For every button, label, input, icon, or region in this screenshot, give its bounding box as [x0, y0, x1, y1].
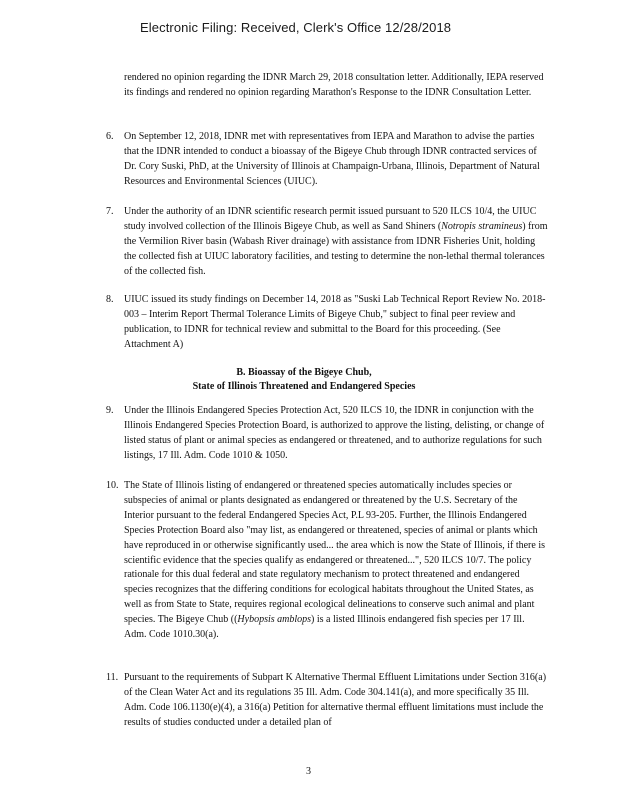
paragraph-6-text: On September 12, 2018, IDNR met with representatives from IEPA and Marathon to advise the parties that the IDNR intended to conduct a bioassay of the Bigeye Chub through IDNR contracted services of Dr. Cory Suski, PhD, at the University of Illinois at Champaign-Urbana, Illinois, Department of Natural Resources and Environmental Sciences (UIUC).	[124, 131, 540, 187]
paragraph-10-text-part1: The State of Illinois listing of endangered or threatened species automatically includes species or subspecies of animal or plants designated as endangered or threatened by the U.S. Secretary of the Interior pursuant to the federal Endangered Species Act, P.L 93-205. Further, the Illinois Endangered Species Protection Board also "may list, as endangered or threatened, species of animal or plants which have reproduced in or otherwise significantly used... the area which is now the State of Illinois, if there is scientific evidence that the species qualify as endangered or threatened...", 520 ILCS 10/7. The policy rationale for this dual federal and state regulatory mechanism to protect threatened and endangered species recognizes that the differing conditions for ecological habitats throughout the United States, as well as from State to State, requires regional ecological delineations to conserve such animal and plant species. The Bigeye Chub ((	[124, 480, 545, 626]
intro-paragraph: rendered no opinion regarding the IDNR March 29, 2018 consultation letter. Additionally, IEPA reserved its findings and rendered no opinion regarding Marathon's Response to the IDNR Consultation Letter.	[124, 72, 544, 98]
section-b-heading-line1: B. Bioassay of the Bigeye Chub,	[236, 367, 372, 378]
paragraph-10-text-part2: ) is a listed Illinois endangered fish species per 17 Ill. Adm. Code 1010.30(a).	[124, 614, 525, 641]
paragraph-7-text-part2: ) from the Vermilion River basin (Wabash River drainage) with assistance from IDNR Fisheries Unit, holding the collected fish at UIUC laboratory facilities, and testing to determine the non-lethal thermal tolerances of the collected fish.	[124, 220, 548, 277]
species-name-italic: Hybopsis amblops	[237, 614, 312, 626]
paragraph-number-8: 8.	[106, 294, 114, 305]
paragraph-number-9: 9.	[106, 405, 114, 416]
paragraph-number-7: 7.	[106, 206, 114, 217]
page-number: 3	[306, 766, 311, 777]
paragraph-11-text: Pursuant to the requirements of Subpart K Alternative Thermal Effluent Limitations under Section 316(a) of the Clean Water Act and its regulations 35 Ill. Adm. Code 304.141(a), and more specifically 35 Ill. Adm. Code 106.1130(e)(4), a 316(a) Petition for alternative thermal effluent limitations must include the results of studies conducted under a detailed plan of	[124, 672, 547, 728]
paragraph-7-text-part1: Under the authority of an IDNR scientific research permit issued pursuant to 520 ILCS 10/4, the UIUC study involved collection of the Illinois Bigeye Chub, as well as Sand Shiners (	[124, 206, 537, 232]
paragraph-9-text: Under the Illinois Endangered Species Protection Act, 520 ILCS 10, the IDNR in conjunction with the Illinois Endangered Species Protection Board, is authorized to approve the listing, delisting, or change of listed status of plant or animal species as endangered or threatened, and to authorize regulations for such listings, 17 Ill. Adm. Code 1010 & 1050.	[124, 405, 545, 461]
species-name-italic: Notropis stramineus	[441, 220, 523, 232]
paragraph-number-11: 11.	[106, 672, 119, 683]
filing-stamp-header: Electronic Filing: Received, Clerk's Office 12/28/2018	[140, 20, 452, 35]
paragraph-7-text	[124, 205, 548, 280]
section-b-heading-line2: State of Illinois Threatened and Endangered Species	[192, 381, 416, 392]
paragraph-8-text: UIUC issued its study findings on December 14, 2018 as "Suski Lab Technical Report Review No. 2018-003 – Interim Report Thermal Tolerance Limits of Bigeye Chub," subject to final peer review and publication, to IDNR for technical review and submittal to the Board for this proceeding. (See Attachment A)	[124, 294, 546, 350]
paragraph-number-6: 6.	[106, 131, 114, 142]
paragraph-10-text	[124, 479, 548, 643]
paragraph-number-10: 10.	[106, 480, 119, 491]
